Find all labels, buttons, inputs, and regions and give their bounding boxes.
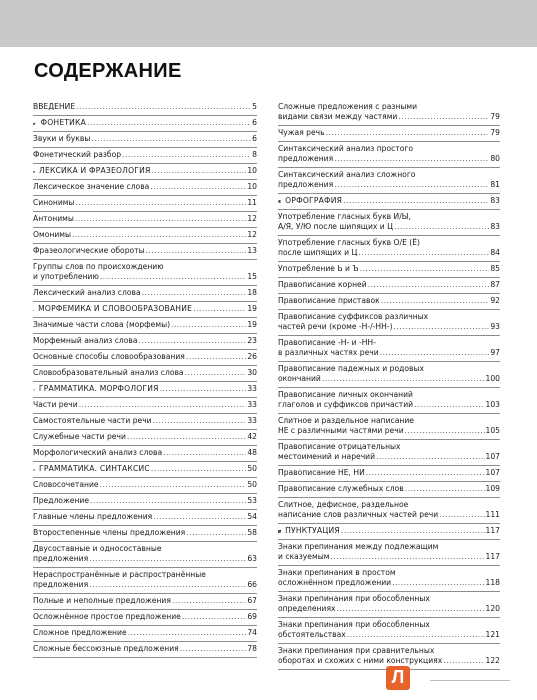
- dot-leader: [405, 484, 485, 494]
- dot-leader: [90, 496, 246, 506]
- page-number: 12: [247, 214, 257, 223]
- toc-entry: [278, 618, 500, 644]
- top-banner: [0, 0, 537, 47]
- dot-leader: [405, 426, 485, 436]
- page-number: 117: [485, 526, 500, 535]
- logo-letter: Л: [391, 667, 405, 687]
- toc-entry-text: Группы слов по происхождению: [33, 262, 164, 271]
- page-number: 97: [490, 348, 500, 357]
- toc-entry-text: Чужая речь: [278, 128, 325, 137]
- toc-entry-text: Основные способы словообразования: [33, 352, 185, 361]
- toc-entry-text: Служебные части речи: [33, 432, 126, 441]
- page-number: 117: [485, 552, 500, 561]
- toc-entry-text: Самостоятельные части речи: [33, 416, 152, 425]
- toc-entry: [33, 542, 257, 568]
- toc-entry-text: Синтаксический анализ простого: [278, 144, 414, 153]
- dot-leader: [180, 644, 247, 654]
- page-number: 109: [485, 484, 500, 493]
- page-number: 15: [247, 272, 257, 281]
- page-number: 83: [490, 196, 500, 205]
- dot-leader: [326, 128, 490, 138]
- toc-entry-text: Антонимы: [33, 214, 74, 223]
- dot-leader: [337, 604, 485, 614]
- toc-entry-text: Синонимы: [33, 198, 75, 207]
- page-number: 19: [247, 304, 257, 313]
- dot-leader: [334, 154, 489, 164]
- toc-entry-text: Употребление Ь и Ъ: [278, 264, 359, 273]
- morphemics-icon: [33, 304, 34, 313]
- page-number: 121: [485, 630, 500, 639]
- toc-entry-text: ОРФОГРАФИЯ: [285, 196, 343, 205]
- page-number: 30: [247, 368, 257, 377]
- dot-leader: [343, 196, 489, 206]
- toc-entry-text: после шипящих и Ц: [278, 248, 358, 257]
- toc-entry: [33, 610, 257, 626]
- toc-entry: [278, 294, 500, 310]
- toc-entry-text: видами связи между частями: [278, 112, 398, 121]
- toc-entry: [33, 244, 257, 260]
- page-number: 18: [247, 288, 257, 297]
- toc-entry-text: ГРАММАТИКА. МОРФОЛОГИЯ: [38, 384, 159, 393]
- toc-entry: [278, 262, 500, 278]
- toc-right-column: [278, 100, 500, 670]
- toc-entry-text: ФОНЕТИКА: [40, 118, 87, 127]
- toc-entry-text: Фонетический разбор: [33, 150, 122, 159]
- toc-entry-text: Слитное и раздельное написание: [278, 416, 414, 425]
- toc-entry-text: глаголов и суффиксов причастий: [278, 400, 414, 409]
- toc-entry-text: Употребление гласных букв И/Ы,: [278, 212, 411, 221]
- page-number: 93: [490, 322, 500, 331]
- toc-entry-text: Значимые части слова (морфемы): [33, 320, 171, 329]
- toc-entry: [33, 594, 257, 610]
- toc-section-heading: [33, 164, 257, 180]
- toc-entry-text: написание слов различных частей речи: [278, 510, 439, 519]
- toc-entry: [278, 100, 500, 126]
- toc-section-heading: [33, 382, 257, 398]
- toc-entry: [278, 440, 500, 466]
- toc-entry: [278, 466, 500, 482]
- dot-leader: [394, 322, 490, 332]
- toc-entry: [278, 566, 500, 592]
- dot-leader: [76, 102, 251, 112]
- toc-entry-text: в различных частях речи: [278, 348, 379, 357]
- dot-leader: [153, 512, 246, 522]
- punctuation-icon: [278, 526, 281, 535]
- dot-leader: [376, 452, 484, 462]
- toc-entry-text: и употреблению: [33, 272, 99, 281]
- toc-entry-text: предложения: [33, 554, 89, 563]
- page-number: 87: [490, 280, 500, 289]
- page-title: СОДЕРЖАНИЕ: [34, 60, 182, 82]
- page-number: 78: [247, 644, 257, 653]
- page-number: 84: [490, 248, 500, 257]
- dot-leader: [360, 264, 490, 274]
- dot-leader: [79, 400, 247, 410]
- page-number: 48: [247, 448, 257, 457]
- toc-entry-text: Синтаксический анализ сложного: [278, 170, 416, 179]
- dot-leader: [334, 180, 489, 190]
- lexicon-icon: [33, 166, 35, 175]
- toc-entry-text: Сложное предложение: [33, 628, 127, 637]
- toc-entry-text: предложения: [278, 154, 334, 163]
- toc-entry-text: Морфемный анализ слова: [33, 336, 138, 345]
- page-number: 103: [485, 400, 500, 409]
- toc-entry: [278, 414, 500, 440]
- toc-entry-text: Знаки препинания при обособленных: [278, 594, 430, 603]
- toc-entry-text: Полные и неполные предложения: [33, 596, 171, 605]
- dot-leader: [380, 348, 490, 358]
- page-number: 6: [252, 134, 257, 143]
- toc-entry: [33, 318, 257, 334]
- page-number: 83: [490, 222, 500, 231]
- dot-leader: [368, 280, 490, 290]
- toc-entry: [278, 310, 500, 336]
- dot-leader: [193, 304, 246, 314]
- dot-leader: [100, 272, 246, 282]
- dot-leader: [128, 628, 247, 638]
- dot-leader: [72, 230, 246, 240]
- toc-entry-text: Знаки препинания между подлежащим: [278, 542, 439, 551]
- toc-entry-text: Нераспространённые и распространённые: [33, 570, 206, 579]
- page-number: 79: [490, 128, 500, 137]
- toc-entry: [33, 350, 257, 366]
- toc-entry: [33, 228, 257, 244]
- toc-entry-text: МОРФЕМИКА И СЛОВООБРАЗОВАНИЕ: [38, 304, 193, 313]
- toc-entry: [33, 212, 257, 228]
- morphology-icon: [33, 384, 35, 393]
- toc-entry-text: Правописание суффиксов различных: [278, 312, 429, 321]
- toc-entry-text: Двусоставные и односоставные: [33, 544, 162, 553]
- toc-entry-text: Сложные бессоюзные предложения: [33, 644, 179, 653]
- dot-leader: [381, 296, 490, 306]
- svg-text:♪: ♪: [35, 123, 37, 125]
- page-number: 120: [485, 604, 500, 613]
- dot-leader: [122, 150, 251, 160]
- toc-section-heading: [33, 116, 257, 132]
- toc-entry-text: А/Я, У/Ю после шипящих и Ц: [278, 222, 394, 231]
- toc-entry-text: Лексическое значение слова: [33, 182, 150, 191]
- toc-section-heading: [278, 524, 500, 540]
- page-number: 58: [247, 528, 257, 537]
- toc-entry-text: Осложнённое простое предложение: [33, 612, 181, 621]
- dot-leader: [439, 510, 484, 520]
- page-number: 33: [247, 384, 257, 393]
- toc-entry: [33, 446, 257, 462]
- page-number: 23: [247, 336, 257, 345]
- toc-entry: [278, 278, 500, 294]
- toc-entry: [278, 236, 500, 262]
- page-number: 80: [490, 154, 500, 163]
- toc-entry: [33, 148, 257, 164]
- page-number: 33: [247, 416, 257, 425]
- toc-entry-text: предложения: [33, 580, 89, 589]
- toc-entry: [278, 336, 500, 362]
- toc-entry-text: Части речи: [33, 400, 78, 409]
- page-number: 100: [485, 374, 500, 383]
- dot-leader: [414, 400, 484, 410]
- toc-entry: [33, 478, 257, 494]
- toc-entry: [278, 388, 500, 414]
- toc-entry-text: Омонимы: [33, 230, 71, 239]
- dot-leader: [163, 448, 246, 458]
- toc-entry: [33, 100, 257, 116]
- dot-leader: [358, 248, 489, 258]
- toc-entry-text: Правописание личных окончаний: [278, 390, 413, 399]
- page-number: 10: [247, 182, 257, 191]
- page-number: 107: [485, 468, 500, 477]
- toc-entry: [33, 568, 257, 594]
- dot-leader: [75, 198, 246, 208]
- dot-leader: [151, 464, 246, 474]
- toc-entry-text: Главные члены предложения: [33, 512, 153, 521]
- page-number: 33: [247, 400, 257, 409]
- toc-entry: [33, 196, 257, 212]
- page-number: 118: [485, 578, 500, 587]
- toc-entry-text: обстоятельствах: [278, 630, 346, 639]
- toc-entry: [33, 642, 257, 658]
- toc-entry-text: Словообразовательный анализ слова: [33, 368, 184, 377]
- toc-entry: [33, 180, 257, 196]
- toc-entry-text: предложения: [278, 180, 334, 189]
- toc-section-heading: [278, 194, 500, 210]
- toc-entry: [278, 142, 500, 168]
- toc-entry: [33, 414, 257, 430]
- toc-entry-text: Знаки препинания при обособленных: [278, 620, 430, 629]
- dot-leader: [171, 320, 246, 330]
- page-number: 50: [247, 480, 257, 489]
- dot-leader: [146, 246, 247, 256]
- toc-entry-text: Правописание НЕ, НИ: [278, 468, 365, 477]
- page-number: 105: [485, 426, 500, 435]
- toc-entry-text: окончаний: [278, 374, 321, 383]
- dot-leader: [347, 630, 485, 640]
- toc-entry-text: Правописание корней: [278, 280, 367, 289]
- dot-leader: [394, 222, 489, 232]
- dot-leader: [100, 480, 247, 490]
- dot-leader: [341, 526, 485, 536]
- toc-entry: [278, 482, 500, 498]
- dot-leader: [75, 214, 246, 224]
- dot-leader: [153, 416, 247, 426]
- footer-rule: [430, 680, 510, 681]
- toc-entry-text: определениях: [278, 604, 336, 613]
- toc-entry: [278, 498, 500, 524]
- dot-leader: [127, 432, 246, 442]
- dot-leader: [160, 384, 247, 394]
- toc-entry-text: ПУНКТУАЦИЯ: [285, 526, 340, 535]
- page-number: 13: [247, 246, 257, 255]
- toc-entry-text: Звуки и буквы: [33, 134, 91, 143]
- toc-section-heading: [33, 302, 257, 318]
- toc-entry-text: оборотах и схожих с ними конструкциях: [278, 656, 443, 665]
- toc-entry-text: Предложение: [33, 496, 90, 505]
- page-number: 81: [490, 180, 500, 189]
- dot-leader: [89, 554, 246, 564]
- dot-leader: [366, 468, 485, 478]
- toc-entry-text: НЕ с различными частями речи: [278, 426, 404, 435]
- toc-entry-text: Морфологический анализ слова: [33, 448, 163, 457]
- toc-entry-text: Знаки препинания при сравнительных: [278, 646, 435, 655]
- toc-entry-text: Правописание отрицательных: [278, 442, 401, 451]
- toc-entry-text: Правописание служебных слов: [278, 484, 404, 493]
- toc-section-heading: [33, 462, 257, 478]
- page-number: 74: [247, 628, 257, 637]
- page-number: 5: [252, 102, 257, 111]
- page-number: 54: [247, 512, 257, 521]
- toc-entry: [33, 626, 257, 642]
- syntax-icon: [33, 464, 35, 473]
- dot-leader: [151, 166, 246, 176]
- page-number: 53: [247, 496, 257, 505]
- page-number: 85: [490, 264, 500, 273]
- toc-entry: [33, 494, 257, 510]
- dot-leader: [398, 112, 489, 122]
- toc-entry-text: Знаки препинания в простом: [278, 568, 396, 577]
- dot-leader: [443, 656, 484, 666]
- toc-entry-text: ВВЕДЕНИЕ: [33, 102, 76, 111]
- toc-entry-text: Сложные предложения с разными: [278, 102, 418, 111]
- page-number: 26: [247, 352, 257, 361]
- page-number: 6: [252, 118, 257, 127]
- page-number: 11: [247, 198, 257, 207]
- toc-entry: [278, 540, 500, 566]
- toc-entry: [33, 398, 257, 414]
- toc-entry-text: Употребление гласных букв О/Е (Ё): [278, 238, 421, 247]
- toc-entry: [33, 366, 257, 382]
- dot-leader: [172, 596, 246, 606]
- dot-leader: [322, 374, 485, 384]
- page-number: 66: [247, 580, 257, 589]
- dot-leader: [186, 352, 246, 362]
- dot-leader: [182, 612, 246, 622]
- toc-entry: [33, 526, 257, 542]
- page-number: 107: [485, 452, 500, 461]
- page-number: 122: [485, 656, 500, 665]
- toc-entry: [33, 334, 257, 350]
- toc-entry-text: ГРАММАТИКА. СИНТАКСИС: [39, 464, 150, 473]
- toc-entry: [33, 260, 257, 286]
- page-number: 12: [247, 230, 257, 239]
- toc-entry: [278, 126, 500, 142]
- page-number: 42: [247, 432, 257, 441]
- dot-leader: [91, 134, 251, 144]
- dot-leader: [87, 118, 251, 128]
- phonetics-icon: [33, 118, 37, 127]
- toc-entry-text: частей речи (кроме -Н-/-НН-): [278, 322, 393, 331]
- dot-leader: [150, 182, 246, 192]
- dot-leader: [139, 336, 247, 346]
- toc-entry-text: Слитное, дефисное, раздельное: [278, 500, 409, 509]
- page-number: 50: [247, 464, 257, 473]
- toc-entry: [33, 132, 257, 148]
- toc-entry-text: Фразеологические обороты: [33, 246, 145, 255]
- toc-left-column: [33, 100, 257, 658]
- toc-entry: [278, 168, 500, 194]
- toc-entry: [33, 286, 257, 302]
- toc-entry: [33, 430, 257, 446]
- toc-entry-text: Второстепенные члены предложения: [33, 528, 186, 537]
- page-number: 8: [252, 150, 257, 159]
- dot-leader: [392, 578, 484, 588]
- dot-leader: [89, 580, 246, 590]
- labirint-logo: [386, 666, 410, 690]
- dot-leader: [186, 528, 246, 538]
- toc-entry: [278, 210, 500, 236]
- toc-entry-text: Правописание -Н- и -НН-: [278, 338, 376, 347]
- toc-entry-text: Словосочетание: [33, 480, 99, 489]
- dot-leader: [142, 288, 247, 298]
- toc-entry-text: Правописание падежных и родовых: [278, 364, 424, 373]
- orthography-icon: [278, 196, 281, 205]
- toc-entry-text: и сказуемым: [278, 552, 330, 561]
- toc-entry: [33, 510, 257, 526]
- page-number: 67: [247, 596, 257, 605]
- toc-entry: [278, 362, 500, 388]
- dot-leader: [330, 552, 484, 562]
- toc-entry: [278, 592, 500, 618]
- page-number: 69: [247, 612, 257, 621]
- toc-entry-text: осложнённом предложении: [278, 578, 392, 587]
- toc-entry-text: Лексический анализ слова: [33, 288, 141, 297]
- page-number: 63: [247, 554, 257, 563]
- page-number: 19: [247, 320, 257, 329]
- toc-entry-text: ЛЕКСИКА И ФРАЗЕОЛОГИЯ: [39, 166, 151, 175]
- toc-entry-text: местоимений и наречий: [278, 452, 376, 461]
- dot-leader: [185, 368, 247, 378]
- page-number: 10: [247, 166, 257, 175]
- page-number: 79: [490, 112, 500, 121]
- toc-entry-text: Правописание приставок: [278, 296, 380, 305]
- page-number: 111: [485, 510, 500, 519]
- page-number: 92: [490, 296, 500, 305]
